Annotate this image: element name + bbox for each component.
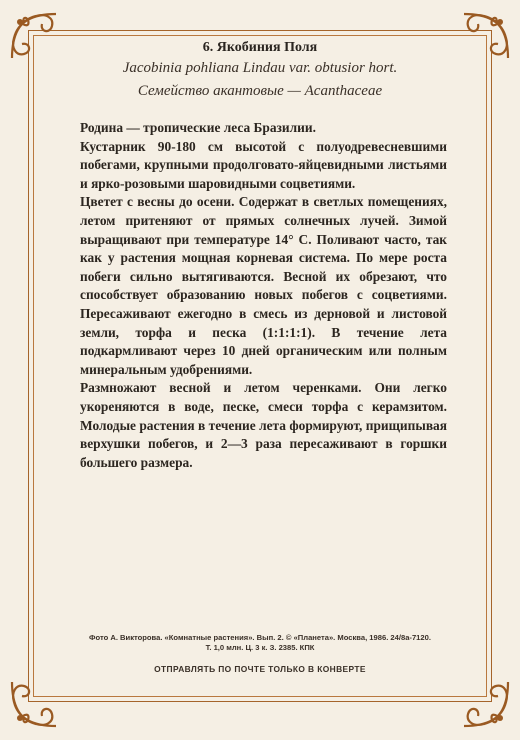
paragraph-origin: Родина — тропические леса Бразилии. [80,120,316,135]
plant-title: 6. Якобиния Поля [202,40,318,55]
credit-line: Т. 1,0 млн. Ц. 3 к. З. 2385. КПК [205,643,315,652]
description-body [80,119,447,472]
paragraph-propagation: Размножают весной и летом черенками. Они легко укореняются в воде, песке, смеси торфа с керамзитом. Молодые растения в течение лета формируют, прищипывая верхушки побегов, и 2—3 раза пересаживают в горшки большего размера. [80,380,447,470]
paragraph-care: Цветет с весны до осени. Содержат в светлых помещениях, летом притеняют от прямых солнечных лучей. Зимой выращивают при температуре 14° С. Поливают часто, так как у растения мощная корневая система. По мере роста побеги сильно вытягиваются. Весной их обрезают, что способствует образованию новых побегов с соцветиями. Пересаживают ежегодно в смесь из дерновой и листовой земли, торфа и песка (1:1:1:1). В течение лета подкармливают через 10 дней органическим или полным минеральным удобрениями. [80,194,447,377]
paragraph-description: Кустарник 90-180 см высотой с полуодревесневшими побегами, крупными продолговато-яйцевидными листьями и ярко-розовыми шаровидными соцветиями. [80,138,447,191]
mailing-note: ОТПРАВЛЯТЬ ПО ПОЧТЕ ТОЛЬКО В КОНВЕРТЕ [154,664,366,674]
plant-family: Семейство акантовые — Acanthaceae [137,83,383,99]
credit-line: Фото А. Викторова. «Комнатные растения». Вып. 2. © «Планета». Москва, 1986. 24/8а-7120. [89,633,431,642]
publication-credit [60,633,460,653]
corner-ornament-icon [458,676,514,732]
latin-name: Jacobinia pohliana Lindau var. obtusior hort. [122,60,398,76]
corner-ornament-icon [6,676,62,732]
